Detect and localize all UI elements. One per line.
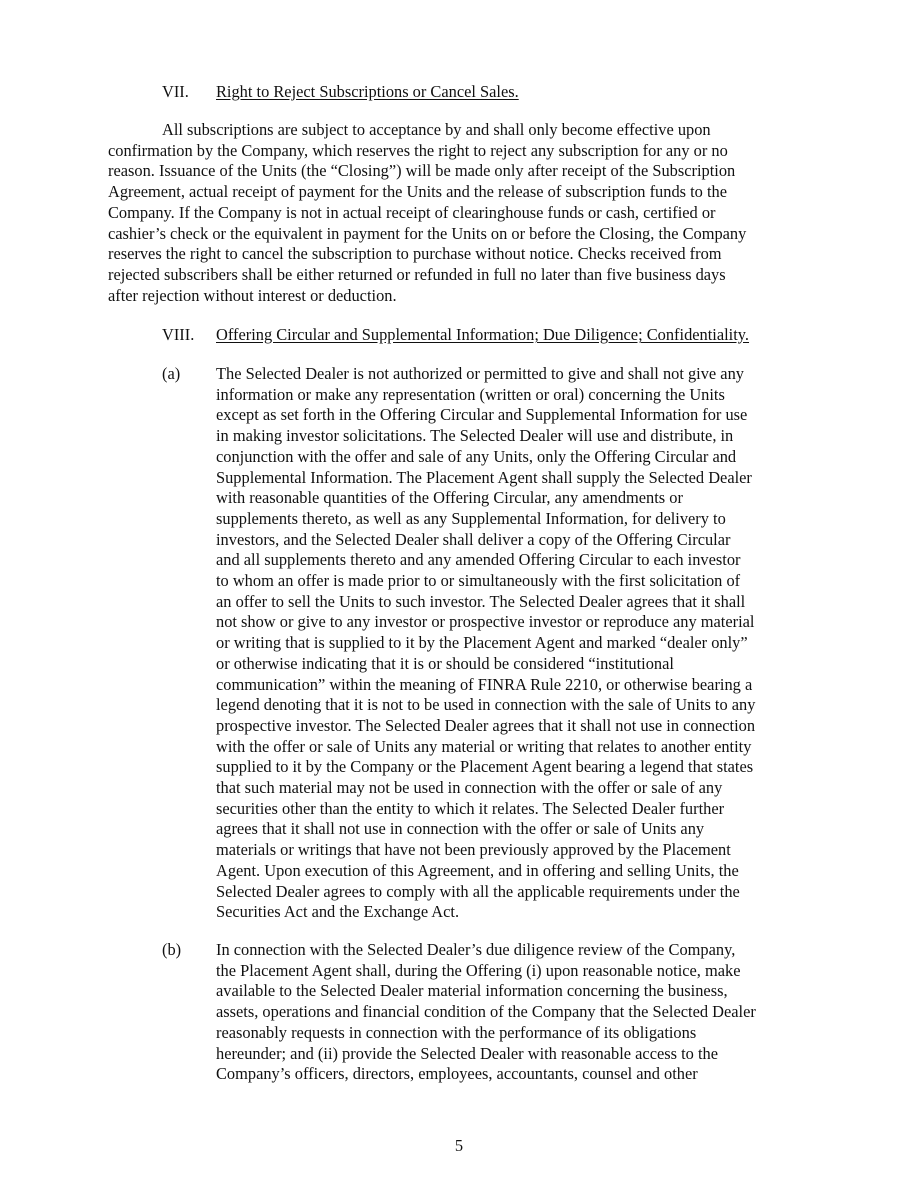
paragraph-line: cashier’s check or the equivalent in payment for the Units on or before the Closing, the Company — [108, 223, 747, 243]
section-7-title: Right to Reject Subscriptions or Cancel Sales. — [216, 82, 519, 101]
item-a-line: supplied to it by the Company or the Placement Agent bearing a legend that states — [216, 757, 754, 777]
item-a-line: information or make any representation (written or oral) concerning the Units — [216, 384, 725, 404]
section-7-number: VII. — [162, 82, 189, 101]
paragraph-line: reserves the right to cancel the subscription to purchase without notice. Checks received from — [108, 244, 722, 264]
item-a-line: and all supplements thereto and any amended Offering Circular to each investor — [216, 550, 741, 570]
item-a-label: (a) — [162, 364, 181, 383]
item-b-line: assets, operations and financial condition of the Company that the Selected Dealer — [216, 1002, 756, 1022]
page-number: 5 — [454, 1136, 464, 1155]
item-a-line: with the offer or sale of Units any material or writing that relates to another entity — [216, 736, 752, 756]
paragraph-line: All subscriptions are subject to acceptance by and shall only become effective upon — [162, 120, 711, 139]
paragraph-line: Company. If the Company is not in actual receipt of clearinghouse funds or cash, certified or — [108, 202, 716, 222]
item-b-line: hereunder; and (ii) provide the Selected Dealer with reasonable access to the — [216, 1043, 718, 1063]
item-b-line: reasonably requests in connection with the performance of its obligations — [216, 1022, 697, 1042]
item-a-line: Supplemental Information. The Placement Agent shall supply the Selected Dealer — [216, 467, 752, 487]
item-a-line: Securities Act and the Exchange Act. — [216, 902, 460, 922]
item-b-line: the Placement Agent shall, during the Offering (i) upon reasonable notice, make — [216, 960, 741, 980]
item-a-line: communication” within the meaning of FINRA Rule 2210, or otherwise bearing a — [216, 674, 753, 694]
item-a-line: or writing that is supplied to it by the Placement Agent and marked “dealer only” — [216, 633, 748, 653]
item-a-line: Agent. Upon execution of this Agreement, and in offering and selling Units, the — [216, 860, 739, 880]
item-a-line: prospective investor. The Selected Dealer agrees that it shall not use in connection — [216, 715, 756, 735]
section-7-heading — [162, 82, 519, 103]
item-a-line: materials or writings that have not been previously approved by the Placement — [216, 840, 731, 860]
item-b-line: Company’s officers, directors, employees, accountants, counsel and other — [216, 1064, 698, 1084]
paragraph-line: rejected subscribers shall be either returned or refunded in full no later than five business days — [108, 264, 726, 284]
item-a-line: not show or give to any investor or prospective investor or reproduce any material — [216, 612, 755, 632]
paragraph-line: after rejection without interest or deduction. — [108, 285, 397, 305]
item-a-line: agrees that it shall not use in connection with the offer or sale of Units any — [216, 819, 705, 839]
paragraph-line: Agreement, actual receipt of payment for the Units and the release of subscription funds to the — [108, 182, 727, 202]
section-7-paragraph — [108, 120, 814, 306]
section-8-title: Offering Circular and Supplemental Information; Due Diligence; Confidentiality. — [216, 325, 750, 344]
item-a-body — [216, 364, 822, 923]
item-a-line: to whom an offer is made prior to or simultaneously with the first solicitation of — [216, 571, 741, 591]
item-a-line: securities other than the entity to which it relates. The Selected Dealer further — [216, 798, 725, 818]
item-a-line: conjunction with the offer and sale of any Units, only the Offering Circular and — [216, 446, 737, 466]
section-8-heading — [162, 325, 749, 346]
section-8-number: VIII. — [162, 325, 195, 344]
item-a-line: investors, and the Selected Dealer shall deliver a copy of the Offering Circular — [216, 529, 731, 549]
item-a-line: with reasonable quantities of the Offering Circular, any amendments or — [216, 488, 683, 508]
item-a-line: an offer to sell the Units to such investor. The Selected Dealer agrees that it shall — [216, 591, 746, 611]
item-a-line: except as set forth in the Offering Circular and Supplemental Information for use — [216, 405, 748, 425]
paragraph-line: reason. Issuance of the Units (the “Closing”) will be made only after receipt of the Subscription — [108, 161, 736, 181]
item-b-line: In connection with the Selected Dealer’s due diligence review of the Company, — [216, 940, 736, 959]
item-a-line: The Selected Dealer is not authorized or permitted to give and shall not give any — [216, 364, 744, 383]
item-a-line: that such material may not be used in connection with the offer or sale of any — [216, 778, 723, 798]
item-a-line: or otherwise indicating that it is or should be considered “institutional — [216, 653, 674, 673]
item-a-line: supplements thereto, as well as any Supplemental Information, for delivery to — [216, 508, 726, 528]
item-a-line: Selected Dealer agrees to comply with all the applicable requirements under the — [216, 881, 740, 901]
item-a-line: legend denoting that it is not to be used in connection with the sale of Units to any — [216, 695, 756, 715]
item-b-label: (b) — [162, 940, 182, 959]
item-b-body — [216, 940, 822, 1085]
paragraph-line: confirmation by the Company, which reserves the right to reject any subscription for any or no — [108, 140, 728, 160]
item-a-line: in making investor solicitations. The Selected Dealer will use and distribute, in — [216, 426, 734, 446]
item-b-line: available to the Selected Dealer material information concerning the business, — [216, 981, 728, 1001]
